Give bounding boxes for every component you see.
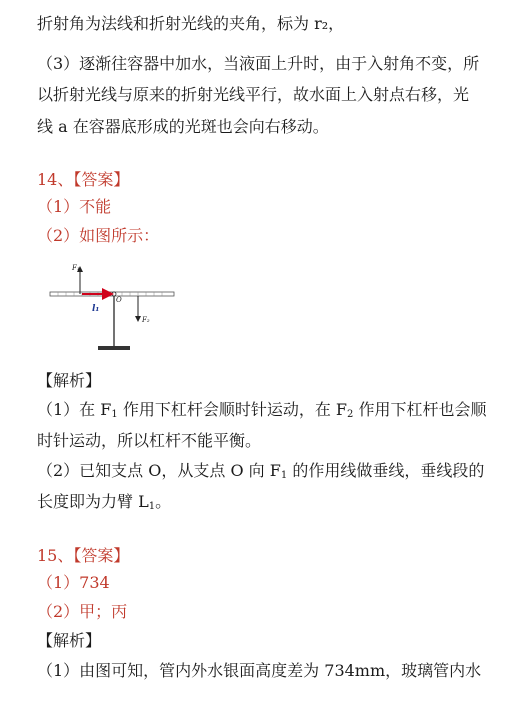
q14-heading: 14、【答案】 — [37, 170, 130, 189]
q14-analysis-2b: 长度即为力臂 $L_1$。 — [37, 492, 172, 512]
label-l1: l₁ — [92, 304, 100, 314]
q15-answer-2: （2）甲；丙 — [37, 602, 128, 621]
lever-svg — [42, 258, 182, 358]
q14-answer-2: （2）如图所示： — [37, 226, 160, 245]
label-o: O — [116, 296, 122, 304]
q14-analysis-1b: 时针运动，所以杠杆不能平衡。 — [37, 431, 262, 450]
lever-base — [98, 346, 130, 350]
lever-diagram — [42, 258, 182, 358]
q13-line1: 折射角为法线和折射光线的夹角，标为 r₂， — [37, 14, 345, 33]
q14-analysis-2a: （2）已知支点 O，从支点 O 向 $F_1$ 的作用线做垂线，垂线段的 — [37, 461, 485, 481]
q15-analysis-heading: 【解析】 — [37, 631, 102, 650]
q13-line2: （3）逐渐往容器中加水，当液面上升时，由于入射角不变，所 — [37, 54, 480, 73]
label-f2: F₂ — [142, 316, 150, 324]
q15-answer-1: （1）734 — [37, 573, 110, 592]
q14-analysis-heading: 【解析】 — [37, 371, 102, 390]
q15-analysis-1: （1）由图可知，管内外水银面高度差为 734mm，玻璃管内水 — [37, 661, 482, 680]
q14-analysis-1a: （1）在 $F_1$ 作用下杠杆会顺时针运动，在 $F_2$ 作用下杠杆也会顺 — [37, 400, 487, 420]
q14-answer-1: （1）不能 — [37, 197, 112, 216]
q15-heading: 15、【答案】 — [37, 546, 130, 565]
q13-line3: 以折射光线与原来的折射光线平行，故水面上入射点右移，光 — [37, 85, 470, 104]
label-f1: F₁ — [72, 264, 80, 272]
q13-line4: 线 a 在容器底形成的光斑也会向右移动。 — [37, 117, 329, 136]
